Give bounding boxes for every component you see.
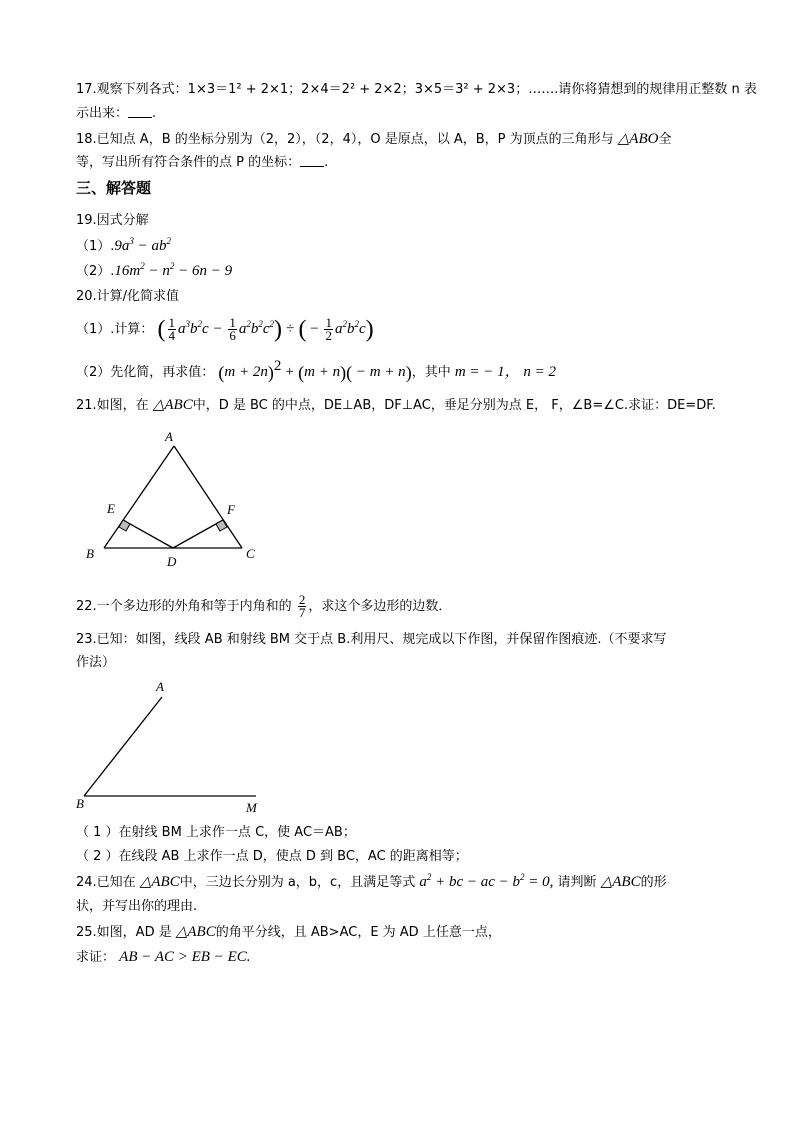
fraction: $\frac{1}{6}$ xyxy=(229,315,236,343)
q21-text-a: 21.如图，在 xyxy=(76,398,149,413)
q23-line1: 23.已知：如图，线段 AB 和射线 BM 交于点 B.利用尺、规完成以下作图，并保留作图痕迹.（不要求写 xyxy=(76,632,667,647)
q18-line2 xyxy=(76,153,328,173)
q24-line2: 状，并写出你的理由. xyxy=(76,899,198,914)
q20-p2-label: （2）先化简，再求值： xyxy=(76,365,215,380)
segment-de xyxy=(123,520,173,548)
q19-title: 19.因式分解 xyxy=(76,213,149,228)
label-a: A xyxy=(165,429,173,444)
q22-text-a: 22.一个多边形的外角和等于内角和的 xyxy=(76,599,292,614)
q24-text-b: 中，三边长分别为 a，b，c，且满足等式 xyxy=(179,875,416,890)
q23-part2: （ 2 ）在线段 AB 上求作一点 D，使点 D 到 BC，AC 的距离相等； xyxy=(76,849,468,864)
q18-text: 18.已知点 A，B 的坐标分别为（2，2），（2，4），O 是原点，以 A，B，P 为顶点的三角形与 xyxy=(76,132,614,147)
q18-text-end: 全 xyxy=(658,132,672,147)
triangle-abc: △ABC xyxy=(600,874,641,890)
right-angle-mark-e xyxy=(119,520,130,531)
fraction: $\frac{1}{2}$ xyxy=(325,315,332,343)
q21-text xyxy=(76,395,716,416)
q20-part1: （1）.计算： ( $\frac{1}{4}$ $a^3b^2c$ − $\frac{1}{6}$ $a^2b^2c^2$) ÷ ( − $\frac{1}{2}$ $a^2b^2c$) xyxy=(76,315,374,343)
label-f: F xyxy=(227,502,235,517)
segment-df xyxy=(173,520,223,548)
q24-text-c: 请判断 xyxy=(557,875,597,890)
right-angle-mark-f xyxy=(216,520,227,531)
triangle-abc: △ABC xyxy=(175,924,216,940)
q24-equation: $a^2$ + bc − ac − $b^2 = 0$, xyxy=(419,872,554,890)
q17-line2 xyxy=(76,104,156,124)
q19-expr2: $16m^2 - n^2 - 6n - 9$ xyxy=(114,261,233,279)
q20-p1-label: （1）.计算： xyxy=(76,322,154,337)
q20-title: 20.计算/化简求值 xyxy=(76,289,180,304)
triangle-abc: △ABC xyxy=(152,397,193,413)
section-heading: 三、解答题 xyxy=(76,179,152,197)
frac-den: 7 xyxy=(298,605,306,620)
q21-text-b: 中，D 是 BC 的中点，DE⊥AB，DF⊥AC，垂足分别为点 E， F，∠B=∠C.求证：DE=DF. xyxy=(192,398,716,413)
fraction-2-7 xyxy=(298,594,307,619)
q19-expr1: $9a^3 - ab^2$ xyxy=(114,236,172,254)
q23-part1: （ 1 ）在射线 BM 上求作一点 C，使 AC＝AB； xyxy=(76,825,356,840)
q25-line2 xyxy=(76,947,251,968)
q19-part1 xyxy=(76,236,171,257)
label-e: E xyxy=(107,501,115,516)
q20-part2: （2）先化简，再求值： $(m + 2n)^2 + (m + n)( - m + n)$，其中 m = − 1， n = 2 xyxy=(76,358,557,383)
label-m: M xyxy=(246,800,257,815)
label-d: D xyxy=(167,554,177,569)
q24-text-a: 24.已知在 xyxy=(76,875,136,890)
q22-text-b: ，求这个多边形的边数． xyxy=(308,599,452,614)
label-b: B xyxy=(76,796,84,811)
q17-period: . xyxy=(152,106,157,121)
q24-line1 xyxy=(76,872,667,893)
q25-inequality: AB − AC > EB − EC. xyxy=(119,949,251,965)
triangle-abc: △ABC xyxy=(139,874,180,890)
triangle-abo: △ABO xyxy=(617,131,659,147)
q22-text xyxy=(76,593,451,621)
q17-line1: 17.观察下列各式：1×3＝1² + 2×1；2×4＝2² + 2×2；3×5＝3² + 2×3；…….请你将猜想到的规律用正整数 n 表 xyxy=(76,82,757,97)
label-a: A xyxy=(156,679,164,694)
q25-text-b: 的角平分线，且 AB>AC，E 为 AD 上任意一点， xyxy=(215,925,501,940)
q17-prompt: 示出来： xyxy=(76,106,129,121)
q20-where: ，其中 xyxy=(411,365,451,380)
side-ac xyxy=(174,446,242,548)
label-b: B xyxy=(86,546,94,561)
q25-proof-label: 求证： xyxy=(76,950,116,965)
q19-p2-label: （2）. xyxy=(76,264,115,279)
q23-line2: 作法） xyxy=(76,655,116,670)
segment-ab xyxy=(84,697,162,796)
triangle-figure xyxy=(80,425,270,575)
answer-blank xyxy=(300,154,324,167)
frac-num: 2 xyxy=(298,592,306,607)
q25-text-a: 25.如图，AD 是 xyxy=(76,925,172,940)
q19-part2 xyxy=(76,261,232,282)
side-ab xyxy=(104,446,174,548)
q20-condition: m = − 1， n = 2 xyxy=(454,364,557,380)
q25-line1 xyxy=(76,922,501,943)
label-c: C xyxy=(246,546,255,561)
q18-prompt: 等，写出所有符合条件的点 P 的坐标： xyxy=(76,155,301,170)
ray-figure xyxy=(70,675,270,820)
q18-line1 xyxy=(76,129,671,150)
q19-p1-label: （1）. xyxy=(76,239,115,254)
q18-period: . xyxy=(324,155,329,170)
answer-blank xyxy=(128,105,152,118)
fraction: $\frac{1}{4}$ xyxy=(168,315,176,343)
q24-text-d: 的形 xyxy=(640,875,667,890)
